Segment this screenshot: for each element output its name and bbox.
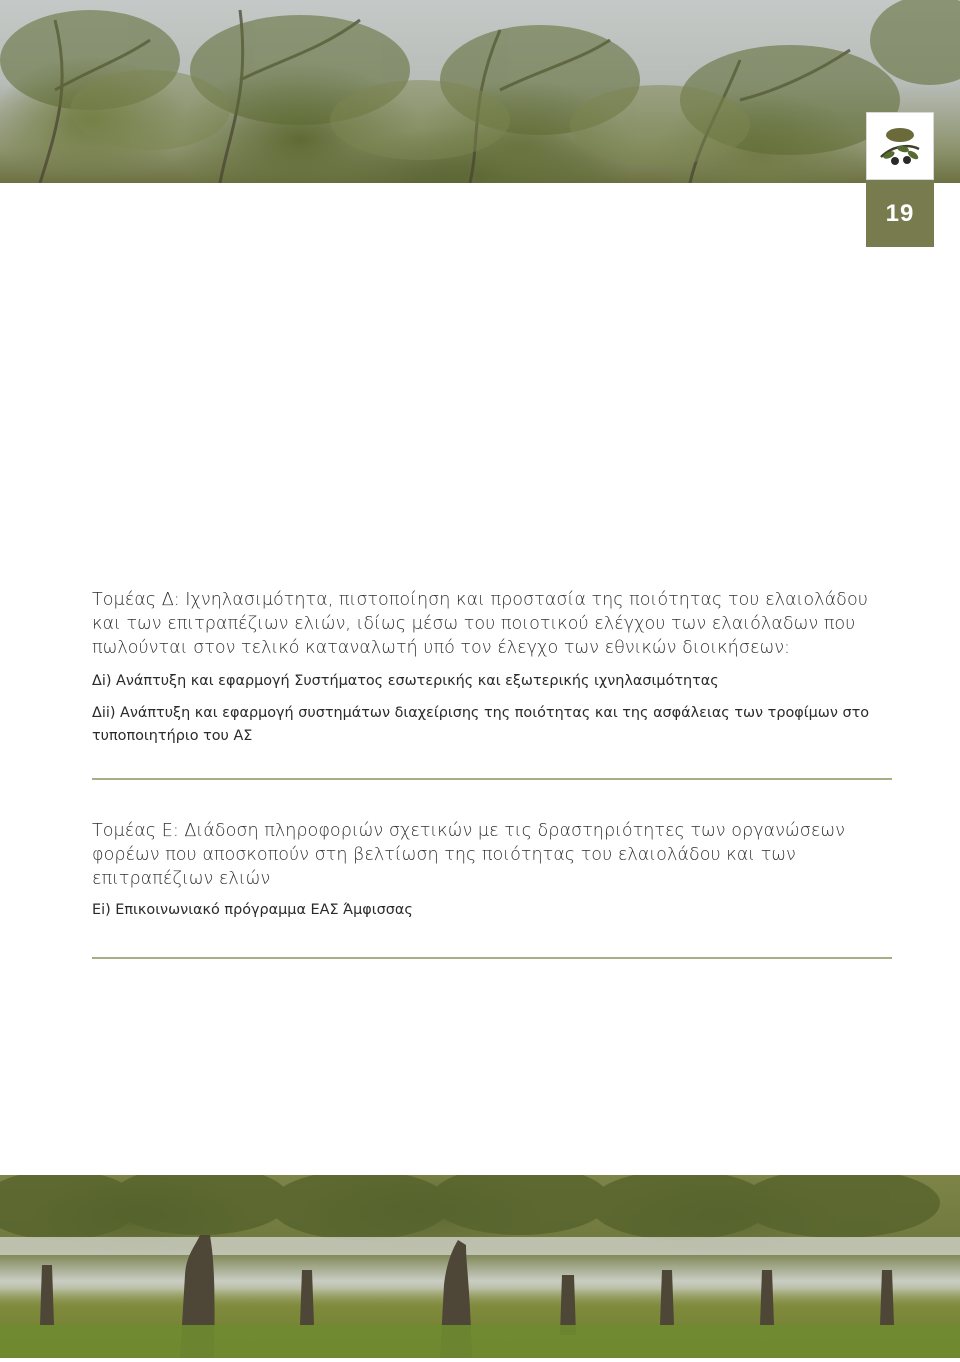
- section-divider-1: [92, 778, 892, 780]
- section-e-item-1: Ei) Επικοινωνιακό πρόγραμμα ΕΑΣ Άμφισσας: [92, 902, 413, 918]
- footer-photo-olive-grove: [0, 1175, 960, 1358]
- cooperative-logo: [866, 112, 934, 180]
- page-number: 19: [866, 180, 934, 247]
- section-d-item-2: Δii) Ανάπτυξη και εφαρμογή συστημάτων διαχείρισης της ποιότητας και της ασφάλειας των τροφίμων στο τυποποιητήριο του ΑΣ: [92, 705, 870, 744]
- section-d-item-1: Δi) Ανάπτυξη και εφαρμογή Συστήματος εσωτερικής και εξωτερικής ιχνηλασιμότητας: [92, 673, 719, 689]
- header-photo-olive-trees: [0, 0, 960, 183]
- section-e-heading: Τομέας Ε: Διάδοση πληροφοριών σχετικών με τις δραστηριότητες των οργανώσεων φορέων που αποσκοπούν στη βελτίωση της ποιότητας του ελαιολάδου και των επιτραπέζιων ελιών: [92, 821, 845, 889]
- olive-branches-illustration: [0, 0, 960, 183]
- section-d-heading: Τομέας Δ: Ιχνηλασιμότητα, πιστοποίηση και προστασία της ποιότητας του ελαιολάδου και των επιτραπέζιων ελιών, ιδίως μέσω του ποιοτικού ελέγχου των ελαιόλαδων που πωλούνται στον τελικό καταναλωτή υπό τον έλεγχο των εθνικών διοικήσεων:: [92, 590, 868, 658]
- olive-grove-illustration: [0, 1175, 960, 1358]
- section-divider-2: [92, 957, 892, 959]
- olive-branch-logo-icon: [867, 113, 933, 179]
